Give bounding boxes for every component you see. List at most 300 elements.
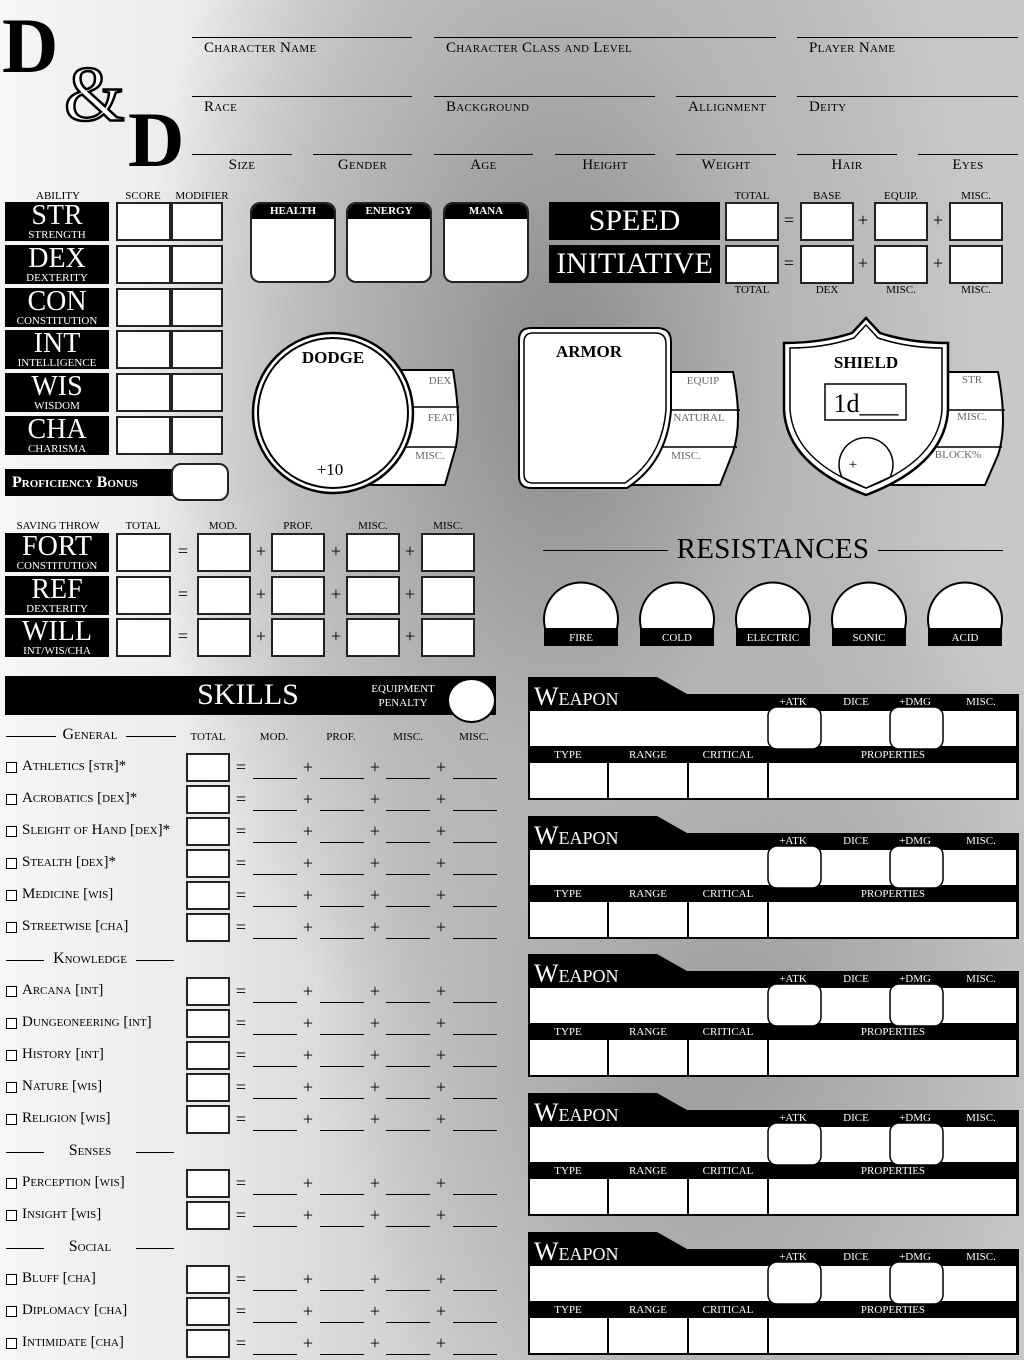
skill-total-input[interactable] [186, 1297, 230, 1326]
ability-modifier-input[interactable] [171, 416, 223, 455]
plus-sign: + [369, 1077, 381, 1097]
skill-field-1[interactable] [320, 1322, 364, 1323]
proficiency-bonus-input[interactable] [171, 463, 229, 501]
proficiency-checkbox[interactable] [6, 986, 17, 997]
pool-label: MANA [445, 204, 527, 219]
plus-sign: + [435, 885, 447, 905]
skill-field-0[interactable] [253, 1002, 297, 1003]
ability-abbr: INT [33, 328, 81, 360]
group-line [136, 1248, 174, 1249]
plus-sign: + [404, 583, 416, 604]
weapon-title: Weapon [534, 1098, 619, 1128]
proficiency-checkbox[interactable] [6, 890, 17, 901]
weapon-sub-label: CRITICAL [702, 1303, 754, 1316]
proficiency-checkbox[interactable] [6, 1178, 17, 1189]
skill-field-1[interactable] [320, 1194, 364, 1195]
plus-sign: + [369, 757, 381, 777]
skill-field-0[interactable] [253, 874, 297, 875]
armor-graphic [515, 322, 745, 494]
plus-sign: + [302, 821, 314, 841]
proficiency-bonus-label: Proficiency Bonus [12, 474, 138, 491]
resistances-title: RESISTANCES [676, 533, 870, 565]
ability-modifier-input[interactable] [171, 288, 223, 327]
skill-total-input[interactable] [186, 1169, 230, 1198]
skill-field-3[interactable] [453, 842, 497, 843]
ability-abbr: STR [31, 200, 83, 231]
ability-cha [5, 416, 109, 455]
attack-bonus-input [768, 707, 821, 749]
save-input-2[interactable] [271, 576, 325, 615]
skill-field-3[interactable] [453, 1226, 497, 1227]
dnd-logo [0, 0, 186, 183]
skill-total-input[interactable] [186, 881, 230, 910]
ability-dex [5, 242, 109, 284]
field-label: Eyes [952, 157, 984, 173]
ability-abbr: CON [27, 285, 87, 317]
save-input-3[interactable] [346, 533, 400, 572]
field-line-7[interactable] [192, 154, 292, 155]
field-label: Background [446, 99, 530, 115]
weapon-col-label: DICE [843, 1112, 869, 1125]
skill-field-2[interactable] [386, 1130, 430, 1131]
field-line-10[interactable] [555, 154, 655, 155]
resist-label: SONIC [852, 632, 886, 644]
skill-field-2[interactable] [386, 1002, 430, 1003]
ability-con [5, 285, 109, 327]
shield-tab-label: MISC. [957, 411, 987, 423]
dodge-tab-label: FEAT [427, 412, 455, 424]
initiative-input-2[interactable] [874, 245, 928, 284]
plus-sign: + [369, 853, 381, 873]
equals-sign: = [235, 1301, 247, 1321]
weapon-title: Weapon [534, 820, 619, 850]
skill-name: Nature [wis] [22, 1078, 103, 1094]
skill-field-3[interactable] [453, 1130, 497, 1131]
dodge-graphic [250, 325, 465, 497]
plus-sign: + [330, 583, 342, 604]
plus-sign: + [369, 1013, 381, 1033]
weapon-block-3 [527, 954, 1020, 1079]
ability-name: CONSTITUTION [16, 314, 98, 327]
weapon-sub-label: PROPERTIES [860, 887, 926, 900]
skill-total-input[interactable] [186, 1201, 230, 1230]
attack-bonus-input [768, 846, 821, 888]
skill-field-1[interactable] [320, 906, 364, 907]
skill-total-input[interactable] [186, 785, 230, 814]
ability-score-input[interactable] [116, 330, 171, 369]
skill-field-2[interactable] [386, 938, 430, 939]
plus-sign: + [435, 917, 447, 937]
skill-field-3[interactable] [453, 906, 497, 907]
ability-name: DEXTERITY [26, 271, 88, 284]
skill-field-3[interactable] [453, 1002, 497, 1003]
skill-field-2[interactable] [386, 1322, 430, 1323]
speed-col-label: BASE [812, 190, 842, 202]
skill-field-3[interactable] [453, 778, 497, 779]
speed-input-2[interactable] [874, 202, 928, 241]
proficiency-checkbox[interactable] [6, 922, 17, 933]
field-line-3[interactable] [192, 96, 412, 97]
skill-col-header: PROF. [326, 731, 356, 743]
skill-field-1[interactable] [320, 1226, 364, 1227]
field-line-11[interactable] [676, 154, 776, 155]
skill-total-input[interactable] [186, 913, 230, 942]
weapon-col-label: MISC. [966, 1250, 996, 1263]
skill-name: Acrobatics [dex]* [22, 790, 138, 806]
field-label: Allignment [688, 99, 766, 115]
equals-sign: = [235, 1109, 247, 1129]
proficiency-checkbox[interactable] [6, 826, 17, 837]
skill-field-1[interactable] [320, 938, 364, 939]
skill-field-1[interactable] [320, 1130, 364, 1131]
weapon-block-1 [527, 677, 1020, 802]
equals-sign: = [235, 981, 247, 1001]
attack-bonus-input [768, 984, 821, 1026]
skill-field-2[interactable] [386, 1066, 430, 1067]
field-line-8[interactable] [313, 154, 412, 155]
ability-name: WISDOM [34, 400, 80, 413]
shield-graphic [780, 315, 1010, 500]
skill-name: Intimidate [cha] [22, 1334, 124, 1350]
initiative-label-block: INITIATIVE [549, 245, 720, 283]
equals-sign: = [783, 210, 795, 230]
skill-field-3[interactable] [453, 1354, 497, 1355]
skill-field-1[interactable] [320, 778, 364, 779]
skill-field-1[interactable] [320, 1034, 364, 1035]
field-line-9[interactable] [434, 154, 533, 155]
field-label: Gender [337, 157, 388, 173]
skill-field-0[interactable] [253, 1066, 297, 1067]
ability-modifier-input[interactable] [171, 373, 223, 412]
skill-field-0[interactable] [253, 1194, 297, 1195]
skill-field-3[interactable] [453, 810, 497, 811]
ability-modifier-input[interactable] [171, 330, 223, 369]
plus-sign: + [369, 1301, 381, 1321]
ability-score-input[interactable] [116, 202, 171, 241]
proficiency-checkbox[interactable] [6, 1114, 17, 1125]
skill-total-input[interactable] [186, 1105, 230, 1134]
weapon-sub-label: TYPE [554, 749, 582, 761]
ability-score-input[interactable] [116, 416, 171, 455]
plus-sign: + [435, 789, 447, 809]
resist-electric [734, 567, 812, 647]
skill-field-2[interactable] [386, 842, 430, 843]
skill-field-0[interactable] [253, 1034, 297, 1035]
plus-sign: + [435, 853, 447, 873]
weapon-sub-label: RANGE [629, 887, 667, 900]
ability-score-input[interactable] [116, 373, 171, 412]
pool-energy[interactable] [346, 202, 432, 283]
weapon-details-row [530, 1318, 1016, 1353]
skill-field-0[interactable] [253, 938, 297, 939]
resist-line-left [543, 550, 668, 551]
skill-field-3[interactable] [453, 1066, 497, 1067]
pool-health[interactable] [250, 202, 336, 283]
ability-header: MODIFIER [175, 190, 229, 202]
dodge-base-value: +10 [316, 460, 344, 479]
save-input-0[interactable] [116, 533, 171, 572]
weapon-sub-label: TYPE [554, 1303, 582, 1316]
skill-field-3[interactable] [453, 1322, 497, 1323]
skill-field-2[interactable] [386, 778, 430, 779]
plus-sign: + [435, 821, 447, 841]
equals-sign: = [235, 853, 247, 873]
weapon-sub-label: TYPE [554, 1026, 582, 1039]
speed-col-label: MISC. [961, 190, 991, 202]
skill-field-2[interactable] [386, 906, 430, 907]
equals-sign: = [235, 1269, 247, 1289]
skill-field-1[interactable] [320, 1354, 364, 1355]
weapon-sub-label: TYPE [554, 1165, 582, 1178]
speed-input-3[interactable] [949, 202, 1003, 241]
initiative-input-3[interactable] [949, 245, 1003, 284]
skill-col-header: TOTAL [190, 731, 226, 743]
penalty-label: PENALTY [378, 697, 428, 709]
shield-plus: + [848, 457, 858, 473]
field-line-13[interactable] [918, 154, 1018, 155]
plus-sign: + [435, 757, 447, 777]
skill-field-0[interactable] [253, 778, 297, 779]
skill-name: Dungeoneering [int] [22, 1014, 152, 1030]
shield-tab-label: STR [961, 374, 983, 386]
skill-field-0[interactable] [253, 1322, 297, 1323]
weapon-sub-label: TYPE [554, 887, 582, 900]
skill-field-3[interactable] [453, 1098, 497, 1099]
save-input-4[interactable] [421, 533, 475, 572]
ability-score-input[interactable] [116, 288, 171, 327]
ability-wis [5, 373, 109, 412]
weapon-col-label: MISC. [966, 1112, 996, 1125]
save-input-4[interactable] [421, 576, 475, 615]
equals-sign: = [235, 1013, 247, 1033]
plus-sign: + [302, 981, 314, 1001]
skill-field-2[interactable] [386, 1194, 430, 1195]
skill-total-input[interactable] [186, 1329, 230, 1358]
group-line [6, 1248, 44, 1249]
save-input-0[interactable] [116, 618, 171, 657]
armor-tab-label: EQUIP [686, 375, 720, 387]
skill-field-2[interactable] [386, 1034, 430, 1035]
skill-total-input[interactable] [186, 1073, 230, 1102]
weapon-block-4 [527, 1093, 1020, 1218]
plus-sign: + [435, 1205, 447, 1225]
dodge-title: DODGE [301, 348, 365, 367]
save-input-2[interactable] [271, 533, 325, 572]
skill-field-1[interactable] [320, 1098, 364, 1099]
ability-modifier-input[interactable] [171, 202, 223, 241]
resist-sonic [830, 567, 908, 647]
save-header: SAVING THROW [16, 520, 100, 532]
skill-field-3[interactable] [453, 874, 497, 875]
resist-label: ACID [951, 632, 979, 644]
skill-name: Perception [wis] [22, 1174, 125, 1190]
save-input-2[interactable] [271, 618, 325, 657]
field-line-5[interactable] [676, 96, 776, 97]
ability-name: STRENGTH [28, 229, 86, 241]
proficiency-checkbox[interactable] [6, 1306, 17, 1317]
field-label: Deity [809, 99, 847, 115]
plus-sign: + [255, 541, 267, 561]
skill-field-0[interactable] [253, 842, 297, 843]
field-line-12[interactable] [797, 154, 897, 155]
field-line-4[interactable] [434, 96, 655, 97]
field-line-0[interactable] [192, 37, 412, 38]
save-header: PROF. [283, 520, 313, 532]
skill-group-heading: Senses [68, 1142, 112, 1159]
skill-total-input[interactable] [186, 753, 230, 782]
skill-field-2[interactable] [386, 1290, 430, 1291]
skill-field-1[interactable] [320, 1002, 364, 1003]
field-label: Weight [701, 157, 751, 173]
skill-field-0[interactable] [253, 1354, 297, 1355]
skill-field-1[interactable] [320, 842, 364, 843]
skill-field-2[interactable] [386, 810, 430, 811]
skills-title: SKILLS [197, 678, 299, 711]
skill-field-2[interactable] [386, 1226, 430, 1227]
skill-field-1[interactable] [320, 1066, 364, 1067]
save-abbr: REF [31, 573, 83, 605]
weapon-sub-label: RANGE [629, 1303, 667, 1316]
ability-modifier-input[interactable] [171, 245, 223, 284]
proficiency-checkbox[interactable] [6, 1050, 17, 1061]
ability-abbr: DEX [28, 242, 86, 274]
plus-sign: + [302, 885, 314, 905]
plus-sign: + [255, 583, 267, 604]
field-label: Size [228, 157, 256, 173]
plus-sign: + [435, 1109, 447, 1129]
skill-group-heading: Knowledge [53, 950, 127, 967]
weapon-block-5 [527, 1232, 1020, 1357]
plus-sign: + [302, 1173, 314, 1193]
weapon-col-label: +ATK [779, 1112, 807, 1125]
skill-name: Streetwise [cha] [22, 918, 129, 934]
skill-field-2[interactable] [386, 1098, 430, 1099]
speed-col-label: TOTAL [734, 190, 770, 202]
plus-sign: + [435, 1045, 447, 1065]
plus-sign: + [302, 1301, 314, 1321]
weapon-title: Weapon [534, 682, 619, 711]
skill-total-input[interactable] [186, 1041, 230, 1070]
skill-col-header: MISC. [393, 731, 423, 743]
equals-sign: = [235, 1077, 247, 1097]
skill-total-input[interactable] [186, 849, 230, 878]
skill-field-0[interactable] [253, 1290, 297, 1291]
shield-tab-label: BLOCK% [934, 449, 982, 461]
shield-title: SHIELD [833, 353, 899, 372]
weapon-col-label: MISC. [966, 696, 996, 708]
resist-acid [926, 567, 1004, 647]
proficiency-checkbox[interactable] [6, 762, 17, 773]
damage-bonus-input [890, 1262, 943, 1304]
field-line-1[interactable] [434, 37, 776, 38]
skill-field-0[interactable] [253, 810, 297, 811]
speed-input-0[interactable] [725, 202, 779, 241]
save-ability: INT/WIS/CHA [23, 645, 91, 657]
skill-field-1[interactable] [320, 810, 364, 811]
proficiency-checkbox[interactable] [6, 1210, 17, 1221]
skill-field-2[interactable] [386, 1354, 430, 1355]
plus-sign: + [435, 1173, 447, 1193]
save-input-1[interactable] [197, 618, 251, 657]
save-input-1[interactable] [197, 533, 251, 572]
save-input-0[interactable] [116, 576, 171, 615]
field-line-2[interactable] [797, 37, 1018, 38]
weapon-col-label: DICE [843, 834, 869, 847]
weapon-col-label: +ATK [779, 973, 807, 986]
proficiency-checkbox[interactable] [6, 1018, 17, 1029]
armor-title: ARMOR [555, 342, 623, 361]
plus-sign: + [435, 981, 447, 1001]
proficiency-checkbox[interactable] [6, 858, 17, 869]
weapon-details-row [530, 1040, 1016, 1075]
speed-input-1[interactable] [800, 202, 854, 241]
ability-score-input[interactable] [116, 245, 171, 284]
skill-field-2[interactable] [386, 874, 430, 875]
skill-field-0[interactable] [253, 906, 297, 907]
proficiency-checkbox[interactable] [6, 1338, 17, 1349]
save-will [5, 618, 109, 657]
skill-field-0[interactable] [253, 1130, 297, 1131]
proficiency-checkbox[interactable] [6, 1082, 17, 1093]
skill-field-3[interactable] [453, 1034, 497, 1035]
skill-field-0[interactable] [253, 1098, 297, 1099]
skill-field-3[interactable] [453, 1194, 497, 1195]
skill-total-input[interactable] [186, 1265, 230, 1294]
ability-name: INTELLIGENCE [17, 357, 97, 370]
armor-tab-label: MISC. [671, 450, 701, 462]
weapon-col-label: +ATK [779, 1250, 807, 1263]
weapon-col-label: +ATK [779, 834, 807, 847]
equals-sign: = [235, 821, 247, 841]
save-input-3[interactable] [346, 618, 400, 657]
attack-bonus-input [768, 1123, 821, 1165]
weapon-col-label: DICE [843, 1250, 869, 1263]
field-label: Height [582, 157, 628, 173]
plus-sign: + [369, 1109, 381, 1129]
plus-sign: + [302, 1013, 314, 1033]
skill-total-input[interactable] [186, 817, 230, 846]
equals-sign: = [235, 1333, 247, 1353]
initiative-input-1[interactable] [800, 245, 854, 284]
plus-sign: + [857, 210, 869, 230]
field-line-6[interactable] [797, 96, 1018, 97]
save-ability: CONSTITUTION [16, 560, 98, 572]
save-input-1[interactable] [197, 576, 251, 615]
save-input-3[interactable] [346, 576, 400, 615]
skill-total-input[interactable] [186, 1009, 230, 1038]
skill-field-3[interactable] [453, 1290, 497, 1291]
equals-sign: = [235, 1173, 247, 1193]
skill-group-heading: General [62, 726, 118, 743]
proficiency-checkbox[interactable] [6, 1274, 17, 1285]
skill-field-1[interactable] [320, 1290, 364, 1291]
equals-sign: = [783, 253, 795, 273]
equipment-penalty-input[interactable] [447, 678, 496, 723]
equals-sign: = [235, 757, 247, 777]
weapon-title: Weapon [534, 959, 619, 989]
initiative-input-0[interactable] [725, 245, 779, 284]
weapon-sub-label: RANGE [629, 1026, 667, 1039]
skill-field-0[interactable] [253, 1226, 297, 1227]
initiative-col-label: MISC. [961, 284, 991, 296]
skill-field-1[interactable] [320, 874, 364, 875]
save-input-4[interactable] [421, 618, 475, 657]
proficiency-checkbox[interactable] [6, 794, 17, 805]
skill-field-3[interactable] [453, 938, 497, 939]
logo-amp: & [64, 50, 125, 137]
pool-mana[interactable] [443, 202, 529, 283]
skill-total-input[interactable] [186, 977, 230, 1006]
